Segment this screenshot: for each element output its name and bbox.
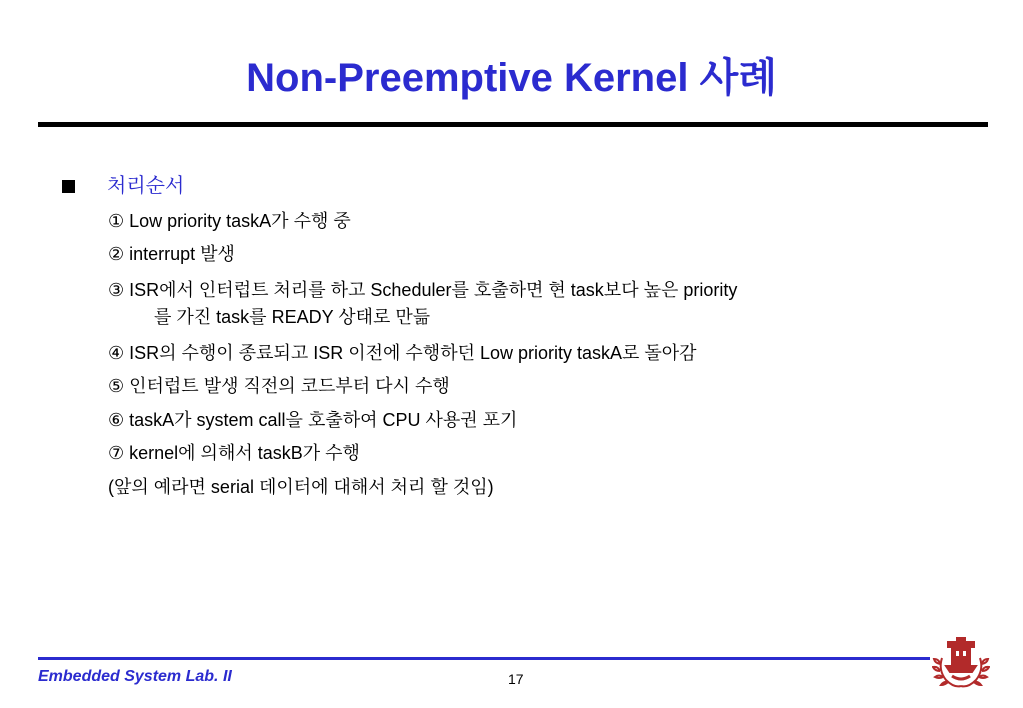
step-4: ④ ISR의 수행이 종료되고 ISR 이전에 수행하던 Low priority taskA로 돌아감: [108, 343, 697, 363]
bullet-heading: 처리순서: [107, 175, 185, 197]
square-bullet-icon: [62, 180, 75, 193]
step-7: ⑦ kernel에 의해서 taskB가 수행: [108, 443, 360, 463]
title-divider: [38, 122, 988, 127]
university-emblem-icon: [932, 636, 990, 692]
page-number: 17: [508, 671, 524, 687]
footer-divider: [38, 657, 930, 660]
step-3: ③ ISR에서 인터럽트 처리를 하고 Scheduler를 호출하면 현 task보다 높은 priority: [108, 280, 738, 300]
step-5: ⑤ 인터럽트 발생 직전의 코드부터 다시 수행: [108, 376, 450, 396]
footer-lab-name: Embedded System Lab. II: [38, 668, 232, 685]
step-6: ⑥ taskA가 system call을 호출하여 CPU 사용권 포기: [108, 410, 518, 430]
step-1: ① Low priority taskA가 수행 중: [108, 211, 351, 231]
step-note: (앞의 예라면 serial 데이터에 대해서 처리 할 것임): [108, 477, 494, 497]
step-2: ② interrupt 발생: [108, 244, 235, 264]
slide-title: Non-Preemptive Kernel 사례: [246, 56, 777, 100]
step-3-continuation: 를 가진 task를 READY 상태로 만듦: [154, 307, 431, 327]
